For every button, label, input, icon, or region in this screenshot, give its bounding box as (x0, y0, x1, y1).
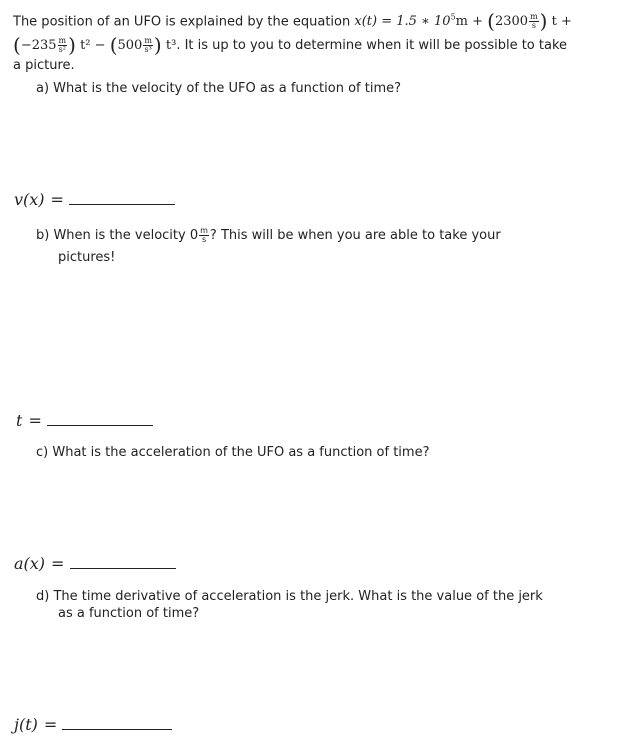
intro-line-3: a picture. (13, 58, 75, 74)
intro-line-1: The position of an UFO is explained by the equation x(t) = 1.5 ∗ $10^5m + (2300$ $\frac{m}{s}$ ) t + (13, 9, 572, 34)
velocity-answer-blank[interactable] (69, 204, 175, 205)
intro-line-2: (−235 $\frac{m}{\text{s²}}$ ) t² − (500 $\frac{m}{\text{s³}}$ ) t³. It is up to you to determine when it will be possible to take (13, 33, 568, 58)
question-a: a) What is the velocity of the UFO as a function of time? (36, 81, 402, 96)
problem-statement (13, 6, 623, 74)
question-b: b) When is the velocity 0 $\frac{m}{s}$ ? This will be when you are able to take your pictures! (36, 226, 501, 265)
position-equation: x(t) = 1.5 ∗ $10^5m + (2300$ $\frac{m}{s}$ ) t + (354, 9, 572, 34)
time-answer-blank[interactable] (47, 425, 153, 426)
jerk-answer: j(t) = (14, 715, 172, 734)
velocity-answer: v(x) = (14, 190, 175, 209)
question-d: d) The time derivative of acceleration is the jerk. What is the value of the jerk as a function of time? (36, 589, 543, 621)
acceleration-answer-blank[interactable] (70, 568, 176, 569)
acceleration-answer: a(x) = (14, 554, 176, 573)
question-c: c) What is the acceleration of the UFO as a function of time? (36, 445, 430, 460)
jerk-answer-blank[interactable] (62, 729, 172, 730)
time-answer: t = (16, 411, 153, 430)
